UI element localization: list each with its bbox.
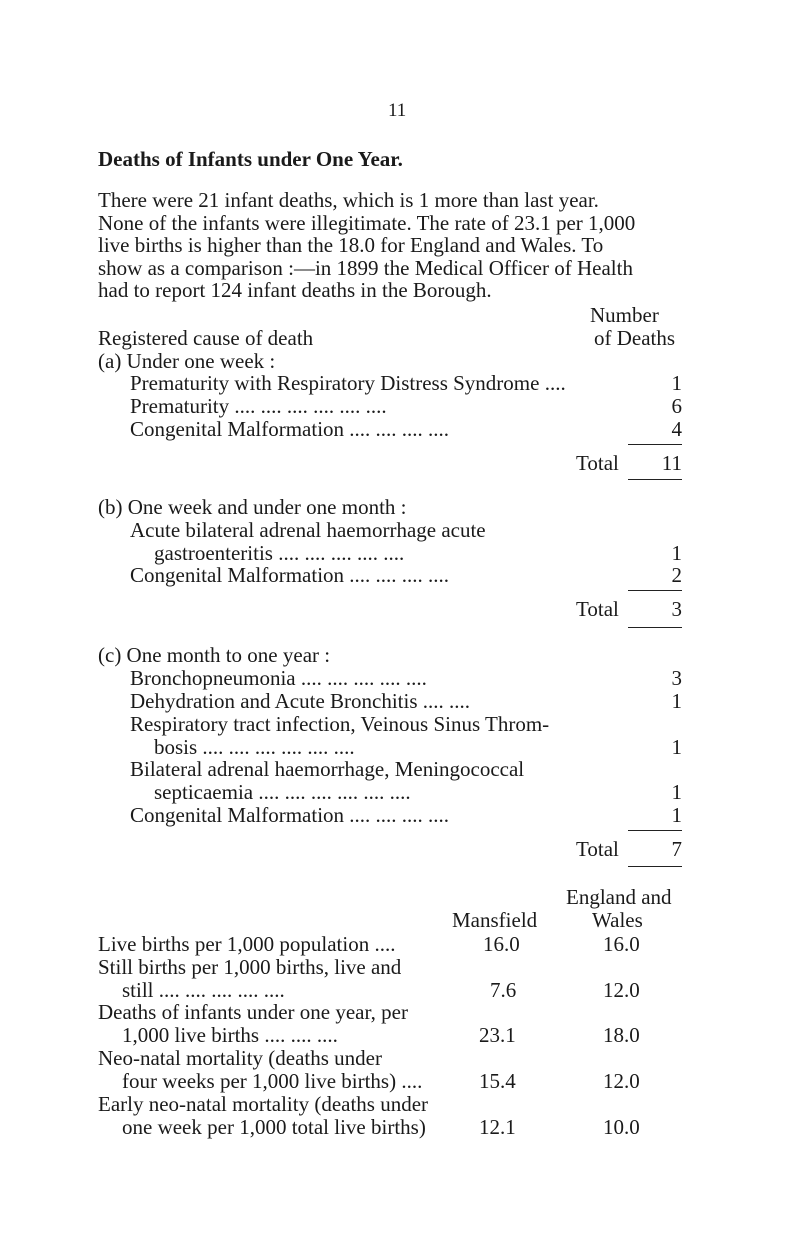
section-c-item-count: 1 [671,689,682,713]
section-b-total: 3 [671,597,682,621]
number-header-line2: of Deaths [594,326,676,350]
section-c-item-label: Congenital Malformation .... .... .... .... [130,803,450,827]
paragraph-line: show as a comparison :—in 1899 the Medical Officer of Health [98,255,633,280]
comparison-row-label: Early neo-natal mortality (deaths under [98,1092,429,1116]
section-c-item-count: 1 [671,735,682,759]
section-c-total: 7 [671,837,682,861]
comparison-ew-value: 16.0 [603,932,640,956]
comparison-ew-value: 10.0 [603,1115,640,1139]
divider [628,444,682,445]
paragraph-line: There were 21 infant deaths, which is 1 more than last year. [98,188,599,212]
cause-header: Registered cause of death [98,326,314,350]
section-b-item-label: Acute bilateral adrenal haemorrhage acute [130,518,486,542]
comparison-row-label-cont: four weeks per 1,000 live births) .... [122,1069,423,1093]
divider [628,866,682,867]
section-b-total-label: Total [576,597,619,621]
section-c-item-label: Respiratory tract infection, Veinous Sinus Throm- [130,712,550,736]
section-a-item-label: Prematurity .... .... .... .... .... .... [130,394,387,418]
divider [628,590,682,591]
page-number: 11 [388,100,407,121]
section-a-total: 11 [661,451,682,475]
section-a-item-label: Prematurity with Respiratory Distress Syndrome .... [130,371,566,395]
section-c-item-label: Dehydration and Acute Bronchitis .... .... [130,689,471,713]
comparison-row-label: Neo-natal mortality (deaths under [98,1046,382,1070]
paragraph-line: None of the infants were illegitimate. The rate of 23.1 per 1,000 [98,210,636,235]
ew-header-line2: Wales [592,908,643,932]
section-c-item-label: septicaemia .... .... .... .... .... .... [154,780,411,804]
section-heading: Deaths of Infants under One Year. [98,147,403,171]
section-c-item-count: 3 [671,666,682,690]
mansfield-header: Mansfield [452,908,538,932]
section-c-total-label: Total [576,837,619,861]
comparison-row-label: Deaths of infants under one year, per [98,1000,408,1024]
section-b-item-label: Congenital Malformation .... .... .... .... [130,563,450,587]
intro-paragraph [98,189,688,302]
comparison-ew-value: 12.0 [603,978,640,1002]
section-a-item-count: 6 [671,394,682,418]
section-b-title: (b) One week and under one month : [98,495,407,519]
section-b-item-count: 2 [671,563,682,587]
section-c-item-label: Bronchopneumonia .... .... .... .... .... [130,666,427,690]
paragraph-line: had to report 124 infant deaths in the Borough. [98,278,492,303]
comparison-row-label: Live births per 1,000 population .... [98,932,396,956]
section-a-item-label: Congenital Malformation .... .... .... .... [130,417,450,441]
section-c-item-label: Bilateral adrenal haemorrhage, Meningococcal [130,757,525,781]
section-c-item-count: 1 [671,780,682,804]
number-header-line1: Number [590,303,659,327]
section-a-item-count: 1 [671,371,682,395]
section-a-title: (a) Under one week : [98,349,276,373]
comparison-ew-value: 12.0 [603,1069,640,1093]
section-a-item-count: 4 [671,417,682,441]
comparison-row-label-cont: still .... .... .... .... .... [122,978,285,1002]
comparison-mansfield-value: 7.6 [490,978,517,1002]
section-b-item-count: 1 [671,541,682,565]
section-b-item-label: gastroenteritis .... .... .... .... .... [154,541,405,565]
paragraph-line: live births is higher than the 18.0 for England and Wales. To [98,233,604,258]
comparison-mansfield-value: 12.1 [479,1115,516,1139]
comparison-mansfield-value: 15.4 [479,1069,516,1093]
section-a-total-label: Total [576,451,619,475]
section-c-item-label: bosis .... .... .... .... .... .... [154,735,355,759]
comparison-row-label-cont: 1,000 live births .... .... .... [122,1023,338,1047]
divider [628,479,682,480]
section-c-title: (c) One month to one year : [98,643,331,667]
comparison-mansfield-value: 16.0 [483,932,520,956]
comparison-row-label-cont: one week per 1,000 total live births) [122,1115,426,1139]
divider [628,627,682,628]
comparison-ew-value: 18.0 [603,1023,640,1047]
comparison-row-label: Still births per 1,000 births, live and [98,955,402,979]
section-c-item-count: 1 [671,803,682,827]
ew-header-line1: England and [566,885,672,909]
comparison-mansfield-value: 23.1 [479,1023,516,1047]
divider [628,830,682,831]
